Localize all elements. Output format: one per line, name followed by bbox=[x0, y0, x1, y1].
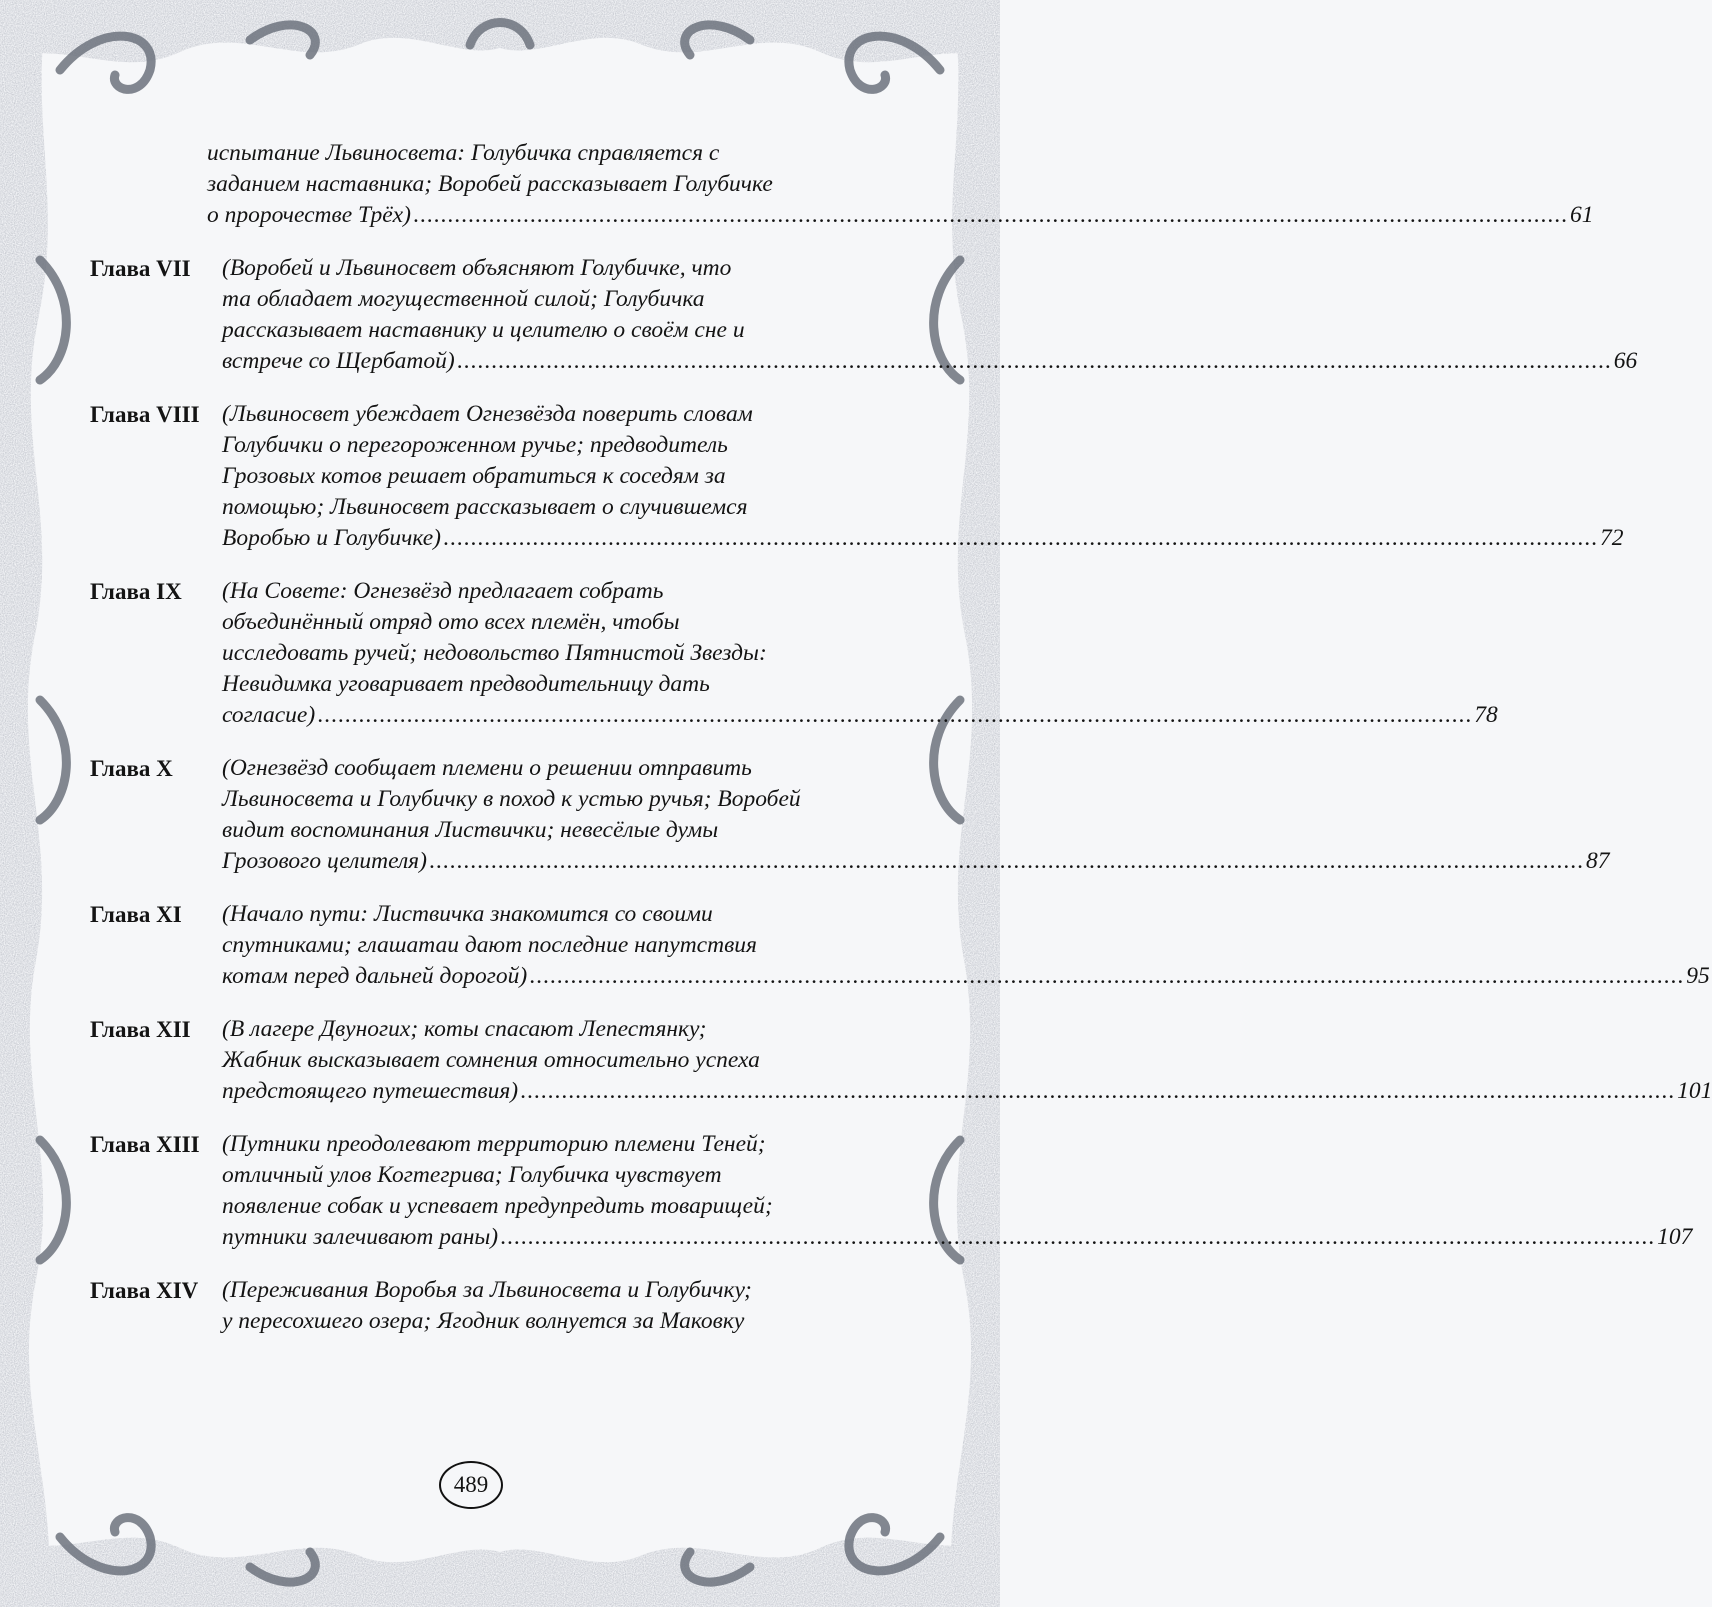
toc-entry-chapter-12 bbox=[90, 1014, 1712, 1107]
entry-line: (Переживания Воробья за Львиносвета и Голубичку; bbox=[222, 1277, 752, 1303]
entry-last-line bbox=[222, 846, 1609, 877]
chapter-label: Глава VII bbox=[90, 256, 191, 281]
page-ref: 87 bbox=[1585, 848, 1610, 874]
entry-line: (На Совете: Огнезвёзд предлагает собрать bbox=[222, 578, 664, 604]
entry-line: (Путники преодолевают территорию племени Теней; bbox=[222, 1131, 766, 1157]
chapter-summary bbox=[222, 753, 1609, 877]
entry-line: Невидимка уговаривает предводительницу дать bbox=[222, 671, 710, 697]
toc-entry-chapter-14 bbox=[90, 1275, 850, 1337]
entry-line: согласие) bbox=[222, 702, 316, 728]
entry-line: (Воробей и Львиносвет объясняют Голубичке, что bbox=[222, 255, 732, 281]
entry-line: (В лагере Двуногих; коты спасают Лепестянку; bbox=[222, 1016, 707, 1042]
entry-line: объединённый отряд ото всех племён, чтобы bbox=[222, 609, 680, 635]
entry-last-line bbox=[222, 700, 1498, 731]
entry-line: Воробью и Голубичке) bbox=[222, 525, 442, 551]
page-ref: 66 bbox=[1613, 348, 1638, 374]
leader-dots bbox=[429, 846, 1584, 877]
leader-dots bbox=[520, 1076, 1675, 1107]
entry-line: заданием наставника; Воробей рассказывает Голубичке bbox=[207, 171, 773, 197]
chapter-label: Глава IX bbox=[90, 579, 182, 604]
leader-dots bbox=[500, 1222, 1655, 1253]
entry-line: (Начало пути: Листвичка знакомится со своими bbox=[222, 901, 713, 927]
page-number: 489 bbox=[439, 1461, 503, 1509]
entry-line: (Львиносвет убеждает Огнезвёзда поверить словам bbox=[222, 401, 753, 427]
entry-line: Жабник высказывает сомнения относительно успеха bbox=[222, 1047, 760, 1073]
leader-dots bbox=[529, 961, 1684, 992]
entry-line: предстоящего путешествия) bbox=[222, 1078, 519, 1104]
chapter-summary bbox=[222, 1129, 1692, 1253]
chapter-summary bbox=[222, 399, 1624, 554]
entry-line: исследовать ручей; недовольство Пятнистой Звезды: bbox=[222, 640, 767, 666]
toc-entry-chapter-10 bbox=[90, 753, 1610, 877]
entry-line: Голубички о перегороженном ручье; предводитель bbox=[222, 432, 728, 458]
entry-line: помощью; Львиносвет рассказывает о случившемся bbox=[222, 494, 748, 520]
entry-last-line bbox=[222, 1076, 1712, 1107]
chapter-label: Глава XIII bbox=[90, 1132, 200, 1157]
entry-line: встрече со Щербатой) bbox=[222, 348, 455, 374]
chapter-label: Глава X bbox=[90, 756, 173, 781]
chapter-label: Глава XII bbox=[90, 1017, 191, 1042]
page-ref: 72 bbox=[1600, 525, 1624, 551]
chapter-summary bbox=[222, 1275, 850, 1337]
page-ref: 107 bbox=[1657, 1224, 1693, 1250]
entry-line: видит воспоминания Листвички; невесёлые думы bbox=[222, 817, 719, 843]
toc-entry-chapter-7 bbox=[90, 253, 1638, 377]
entry-last-line bbox=[207, 200, 1594, 231]
toc-entry-chapter-8 bbox=[90, 399, 1624, 554]
chapter-label: Глава XIV bbox=[90, 1278, 199, 1303]
chapter-summary bbox=[222, 253, 1637, 377]
page-ref: 61 bbox=[1569, 202, 1594, 228]
leader-dots bbox=[443, 523, 1598, 554]
entry-line: рассказывает наставнику и целителю о своём сне и bbox=[222, 317, 745, 343]
toc-entry-chapter-13 bbox=[90, 1129, 1693, 1253]
leader-dots bbox=[413, 200, 1568, 231]
toc-entry-chapter-11 bbox=[90, 899, 1710, 992]
chapter-label: Глава XI bbox=[90, 902, 182, 927]
chapter-label: Глава VIII bbox=[90, 402, 200, 427]
entry-line: Грозовых котов решает обратиться к соседям за bbox=[222, 463, 726, 489]
entry-line: котам перед дальней дорогой) bbox=[222, 963, 528, 989]
chapter-summary bbox=[222, 1014, 1712, 1107]
entry-last-line bbox=[222, 523, 1624, 554]
entry-line: (Огнезвёзд сообщает племени о решении отправить bbox=[222, 755, 752, 781]
entry-line: та обладает могущественной силой; Голубичка bbox=[222, 286, 705, 312]
entry-line: о пророчестве Трёх) bbox=[207, 202, 411, 228]
page-ref: 101 bbox=[1677, 1078, 1712, 1104]
entry-line: спутниками; глашатаи дают последние напутствия bbox=[222, 932, 757, 958]
page-ref: 78 bbox=[1474, 702, 1498, 728]
entry-last-line bbox=[222, 1222, 1692, 1253]
chapter-summary bbox=[222, 576, 1498, 731]
page-ref: 95 bbox=[1686, 963, 1710, 989]
entry-line: путники залечивают раны) bbox=[222, 1224, 499, 1250]
entry-last-line bbox=[222, 961, 1710, 992]
entry-line: у пересохшего озера; Ягодник волнуется за Маковку bbox=[222, 1308, 745, 1334]
chapter-summary bbox=[222, 899, 1710, 992]
continued-entry bbox=[207, 138, 1594, 231]
entry-line: отличный улов Когтегрива; Голубичка чувствует bbox=[222, 1162, 722, 1188]
entry-line: Львиносвета и Голубичку в поход к устью ручья; Воробей bbox=[222, 786, 801, 812]
entry-line: появление собак и успевает предупредить товарищей; bbox=[222, 1193, 773, 1219]
leader-dots bbox=[457, 346, 1612, 377]
table-of-contents bbox=[90, 138, 1712, 1337]
entry-line: Грозового целителя) bbox=[222, 848, 427, 874]
leader-dots bbox=[317, 700, 1472, 731]
toc-entry-chapter-9 bbox=[90, 576, 1498, 731]
entry-last-line bbox=[222, 346, 1637, 377]
entry-line: испытание Львиносвета: Голубичка справляется с bbox=[207, 140, 720, 166]
